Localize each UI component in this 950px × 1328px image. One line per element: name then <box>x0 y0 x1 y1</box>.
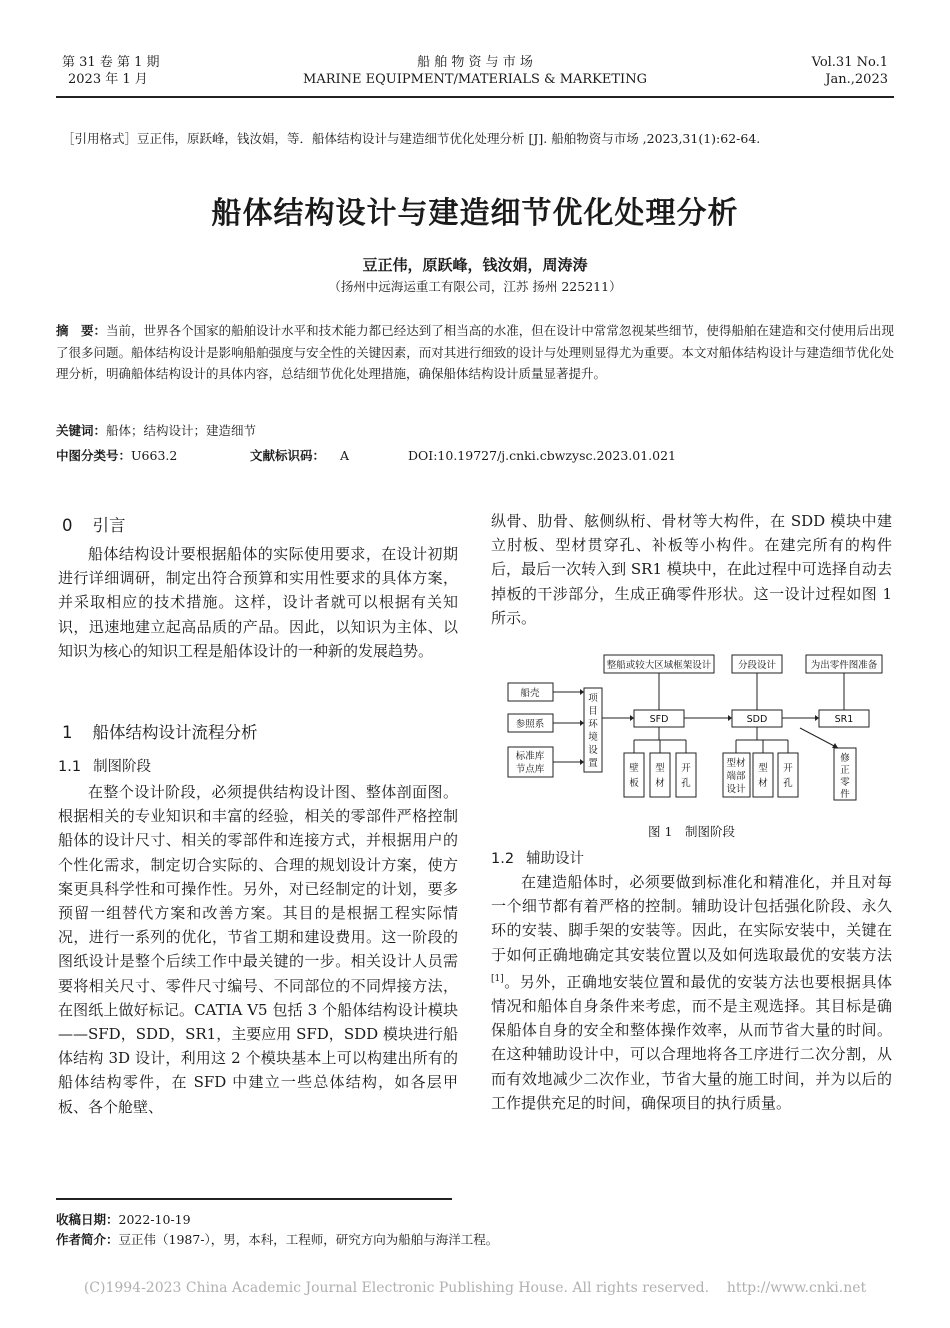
fig-sfd-label: SFD <box>649 714 669 725</box>
section-1-2-number: 1.2 <box>491 851 515 867</box>
section-1-2-text-a: 在建造船体时，必须要做到标准化和精准化，并且对每一个细节都有着严格的控制。辅助设计包括强化阶段、永久环的安装、脚手架的安装等。因此，在实际安装中，关键在于如何正确地确定其安装位置以及如何选取最优的安装方法 <box>491 873 892 964</box>
header-rule <box>56 96 894 98</box>
fig-env-char-3: 环 <box>588 719 598 730</box>
affiliation: （扬州中远海运重工有限公司，江苏 扬州 225211） <box>328 279 622 294</box>
figure-1-flowchart <box>500 650 894 810</box>
fig-input-hull-label: 船壳 <box>520 688 540 699</box>
abstract-text: 当前，世界各个国家的船舶设计水平和技术能力都已经达到了相当高的水准，但在设计中常常忽视某些细节，使得船舶在建造和交付使用后出现了很多问题。船体结构设计是影响船舶强度与安全性的关键因素，而对其进行细致的设计与处理则显得尤为重要。本文对船体结构设计与建造细节优化处理分析，明确船体结构设计的具体内容，总结细节优化处理措施，确保船体结构设计质量显著提升。 <box>56 323 894 381</box>
fig-sdd-sub-opening-char-1: 开 <box>783 763 793 774</box>
abstract-label: 摘 要： <box>56 323 107 338</box>
citation <box>62 130 892 148</box>
fig-input-reference-label: 参照系 <box>515 719 545 730</box>
header-volume-en: Vol.31 No.1 <box>811 55 888 70</box>
fig-sr1-label: SR1 <box>834 714 854 725</box>
header-date-en: Jan.,2023 <box>825 72 888 87</box>
section-1-2-title: 辅助设计 <box>526 851 585 867</box>
clc-value: U663.2 <box>131 448 178 463</box>
section-1-1-number: 1.1 <box>58 759 82 775</box>
section-0-heading <box>62 512 126 536</box>
fig-input-library-label-1: 标准库 <box>515 751 545 762</box>
fig-sdd-label: SDD <box>746 714 768 725</box>
doc-label: 文献标识码： <box>250 448 326 463</box>
section-1-heading <box>62 719 258 743</box>
citation-label: ［引用格式］ <box>62 131 138 146</box>
fig-env-char-2: 目 <box>588 706 598 717</box>
fig-env-char-4: 境 <box>588 732 598 743</box>
section-1-title: 船体结构设计流程分析 <box>92 723 258 742</box>
header-center <box>260 54 690 88</box>
reference-marker-1[interactable]: [1] <box>491 973 504 984</box>
section-1-number: 1 <box>62 723 73 742</box>
header-right <box>812 54 888 88</box>
continuation-paragraph: 纵骨、肋骨、舷侧纵桁、骨材等大构件，在 SDD 模块中建立肘板、型材贯穿孔、补板等小构件。在建完所有的构件后，最后一次转入到 SR1 模块中，在此过程中可选择自动去掉板的干涉部分，生成正确零件形状。这一设计过程如图 1 所示。 <box>491 512 892 627</box>
section-0-number: 0 <box>62 516 73 535</box>
section-1-1-body <box>58 780 458 1119</box>
section-1-2-heading <box>491 847 584 868</box>
footnote-rule <box>56 1198 452 1200</box>
citation-text: 豆正伟，原跃峰，钱汝娟，等．船体结构设计与建造细节优化处理分析 [J]. 船舶物资与市场 ,2023,31(1):62-64. <box>137 131 761 146</box>
fig-sfd-sub-plate-char-2: 板 <box>629 778 639 789</box>
fig-top-box-part-drawing-label: 为出零件图准备 <box>810 660 878 671</box>
section-1-1-paragraph: 在整个设计阶段，必须提供结构设计图、整体剖面图。根据相关的专业知识和丰富的经验，相关的零部件严格控制船体的设计尺寸、相关的零部件和连接方式，并根据用户的个性化需求，制定切合实际的、合理的规划设计方案，使方案更具科学性和可操作性。另外，对已经制定的计划，要多预留一组替代方案和改善方案。其目的是根据工程实际情况，进行一系列的优化，节省工期和建设费用。这一阶段的图纸设计是整个后续工作中最关键的一步。相关设计人员需要将相关尺寸、零件尺寸编号、不同部位的不同焊接方法，在图纸上做好标记。CATIA V5 包括 3 个船体结构设计模块——SFD，SDD，SR1，主要应用 SFD，SDD 模块进行船体结构 3D 设计，利用这 2 个模块基本上可以构建出所有的船体结构零件，在 SFD 中建立一些总体结构，如各层甲板、各个舱壁、 <box>58 783 458 1116</box>
section-0-body <box>58 542 458 663</box>
classification <box>56 447 894 465</box>
fig-sdd-sub-end-design-line-3: 设计 <box>726 784 746 795</box>
fig-env-char-1: 项 <box>588 693 598 704</box>
journal-name-cn: 船 舶 物 资 与 市 场 <box>417 55 533 70</box>
keywords-label: 关键词： <box>56 423 107 438</box>
fig-top-box-block-design-label: 分段设计 <box>737 660 777 671</box>
received-date <box>56 1210 498 1230</box>
fig-sfd-sub-profile-char-2: 材 <box>655 778 665 789</box>
footnote <box>56 1210 498 1250</box>
authors: 豆正伟，原跃峰，钱汝娟，周涛涛 <box>362 256 588 274</box>
fig-sfd-sub-opening-char-2: 孔 <box>681 778 691 789</box>
header-volume: 第 31 卷 第 1 期 <box>62 55 160 70</box>
fig-sdd-sub-profile <box>753 753 773 797</box>
received-label: 收稿日期： <box>56 1212 119 1227</box>
keywords <box>56 422 256 440</box>
fig-env-char-6: 置 <box>588 758 598 769</box>
fig-sfd-sub-profile <box>650 753 670 797</box>
fig-fix-char-2: 正 <box>840 765 850 776</box>
keywords-text: 船体；结构设计；建造细节 <box>106 423 257 438</box>
fig-sdd-sub-end-design-line-2: 端部 <box>726 771 746 782</box>
section-1-2-paragraph <box>491 870 892 1115</box>
fig-sdd-sub-opening-char-2: 孔 <box>783 778 793 789</box>
fig-sdd-sub-opening <box>778 753 798 797</box>
bio-label: 作者简介： <box>56 1232 119 1247</box>
header-date: 2023 年 1 月 <box>68 72 148 87</box>
clc-label: 中图分类号： <box>56 448 132 463</box>
fig-sfd-sub-profile-char-1: 型 <box>655 763 665 774</box>
section-0-title: 引言 <box>92 516 126 535</box>
doi: DOI:10.19727/j.cnki.cbwzysc.2023.01.021 <box>408 448 676 463</box>
copyright-watermark: (C)1994-2023 China Academic Journal Electronic Publishing House. All rights reserved. http://www.cnki.net <box>83 1280 867 1296</box>
author-bio <box>56 1230 498 1250</box>
fig-sfd-sub-opening <box>676 753 696 797</box>
right-column-continuation <box>491 509 892 630</box>
figure-1-caption: 图 1 制图阶段 <box>648 824 735 839</box>
section-0-paragraph: 船体结构设计要根据船体的实际使用要求，在设计初期进行详细调研，制定出符合预算和实用性要求的具体方案，并采取相应的技术措施。这样，设计者就可以根据有关知识，迅速地建立起高品质的产品。因此，以知识为主体、以知识为核心的知识工程是船体设计的一种新的发展趋势。 <box>58 545 458 660</box>
paper-title: 船体结构设计与建造细节优化处理分析 <box>211 196 739 231</box>
fig-sdd-sub-end-design-line-1: 型材 <box>726 758 746 769</box>
fig-sfd-sub-plate-char-1: 壁 <box>629 763 639 774</box>
section-1-1-title: 制图阶段 <box>93 759 152 775</box>
section-1-2-text-b: 。另外，正确地安装位置和最优的安装方法也要根据具体情况和船体自身条件来考虑，而不是主观选择。其目标是确保船体自身的安全和整体操作效率，从而节省大量的时间。在这种辅助设计中，可以合理地将各工序进行二次分割，从而有效地减少二次作业，节省大量的施工时间，并为以后的工作提供充足的时间，确保项目的执行质量。 <box>491 972 892 1112</box>
doc-value: A <box>340 448 350 463</box>
fig-input-library-label-2: 节点库 <box>515 764 545 775</box>
fig-fix-char-1: 修 <box>840 753 850 764</box>
section-1-2-body <box>491 870 892 1115</box>
fig-fix-char-4: 件 <box>840 789 850 800</box>
abstract <box>56 320 894 385</box>
fig-sfd-sub-opening-char-1: 开 <box>681 763 691 774</box>
section-1-1-heading <box>58 755 151 776</box>
header-left <box>62 54 159 88</box>
fig-sdd-sub-profile-char-2: 材 <box>758 778 768 789</box>
fig-sdd-sub-profile-char-1: 型 <box>758 763 768 774</box>
received-value: 2022-10-19 <box>118 1212 191 1227</box>
fig-fix-char-3: 零 <box>840 777 850 788</box>
bio-value: 豆正伟（1987-），男，本科，工程师，研究方向为船舶与海洋工程。 <box>118 1232 499 1247</box>
fig-top-box-frame-design-label: 整船或较大区域框架设计 <box>606 660 712 671</box>
fig-sfd-sub-plate <box>624 753 644 797</box>
journal-name-en: MARINE EQUIPMENT/MATERIALS & MARKETING <box>303 72 647 87</box>
fig-env-char-5: 设 <box>588 745 598 756</box>
